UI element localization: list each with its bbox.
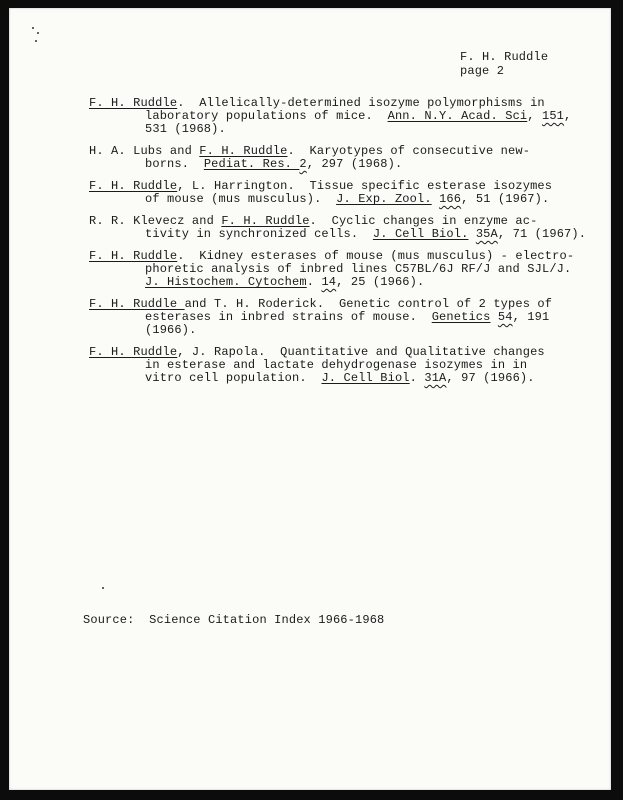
stray-mark [37, 32, 39, 34]
reference-line [117, 276, 589, 289]
reference-text: laboratory populations of mice. [145, 109, 388, 123]
reference-line [117, 193, 589, 206]
volume-number: 35A [475, 227, 498, 241]
reference-text: , J. Rapola. Quantitative and Qualitative changes [177, 345, 545, 359]
reference-line [117, 372, 589, 385]
reference-list [89, 97, 589, 394]
reference-text: esterases in inbred strains of mouse. [145, 310, 432, 324]
underlined-text: F. H. Ruddle [89, 179, 178, 193]
reference-line [117, 324, 589, 337]
reference-text: R. R. Klevecz and [89, 214, 222, 228]
reference-text: , 71 (1967). [497, 227, 587, 241]
reference-text: , 191 [512, 310, 550, 324]
volume-number: 166 [439, 192, 462, 206]
reference-text: , [527, 109, 542, 123]
volume-number: 31A [424, 371, 447, 385]
underlined-text: J. Exp. Zool. [336, 192, 432, 206]
reference-text: tivity in synchronized cells. [145, 227, 373, 241]
stray-mark [32, 27, 34, 29]
reference-text: , 25 (1966). [336, 275, 425, 289]
reference-text: . [306, 275, 322, 289]
stray-mark [102, 587, 104, 589]
underlined-text: J. Cell Biol. [372, 227, 469, 241]
document-page [9, 8, 611, 790]
reference-text: and T. H. Roderick. Genetic control of 2 types of [184, 297, 553, 311]
underlined-text: Ann. N.Y. Acad. Sci [387, 109, 528, 123]
reference-text: in esterase and lactate dehydrogenase isozymes in in [145, 358, 528, 372]
reference-text: . Allelically-determined isozyme polymorphisms in [177, 96, 545, 110]
reference-text: borns. [145, 157, 204, 171]
stray-mark [35, 40, 37, 42]
underlined-text: Genetics [431, 310, 491, 324]
reference-text: . Karyotypes of consecutive new- [287, 144, 531, 158]
reference-text: , L. Harrington. Tissue specific esterase isozymes [177, 179, 553, 193]
underlined-text: F. H. Ruddle [89, 297, 185, 311]
volume-number: 2 [299, 157, 307, 171]
reference-text: , [564, 109, 572, 123]
reference-text: of mouse (mus musculus). [145, 192, 337, 206]
reference-line [117, 123, 589, 136]
page-header [460, 51, 610, 79]
underlined-text: J. Cell Biol [321, 371, 410, 385]
reference-text: . [409, 371, 425, 385]
reference-line [117, 158, 589, 171]
underlined-text: F. H. Ruddle [221, 214, 310, 228]
reference-text: vitro cell population. [145, 371, 322, 385]
reference-text [432, 192, 439, 206]
source-note [83, 614, 384, 627]
reference-text: 531 (1968). [145, 122, 226, 136]
reference-entry [89, 346, 589, 385]
volume-number: 14 [321, 275, 337, 289]
underlined-text: F. H. Ruddle [199, 144, 288, 158]
header-page-number: page 2 [460, 64, 505, 78]
reference-text: H. A. Lubs and [89, 144, 200, 158]
reference-text: . Cyclic changes in enzyme ac- [309, 214, 538, 228]
reference-entry [89, 145, 589, 171]
reference-text [491, 310, 498, 324]
reference-entry [89, 97, 589, 136]
reference-entry [89, 298, 589, 337]
source-label: Source: [83, 613, 135, 627]
underlined-text: J. Histochem. Cytochem [145, 275, 307, 289]
underlined-text: Pediat. Res. [203, 157, 300, 171]
volume-number: 151 [541, 109, 565, 123]
reference-entry [89, 250, 589, 289]
volume-number: 54 [497, 310, 513, 324]
reference-text: . Kidney esterases of mouse (mus musculus) - electro- [177, 249, 575, 263]
reference-entry [89, 215, 589, 241]
underlined-text: F. H. Ruddle [89, 249, 178, 263]
reference-text: phoretic analysis of inbred lines C57BL/6J RF/J and SJL/J. [145, 262, 572, 276]
reference-text: , 297 (1968). [306, 157, 403, 171]
source-text: Science Citation Index 1966-1968 [149, 613, 385, 627]
header-author: F. H. Ruddle [460, 50, 549, 64]
reference-entry [89, 180, 589, 206]
reference-line [117, 228, 589, 241]
reference-text: (1966). [145, 323, 197, 337]
underlined-text: F. H. Ruddle [89, 96, 178, 110]
underlined-text: F. H. Ruddle [89, 345, 178, 359]
reference-text: , 97 (1966). [446, 371, 535, 385]
reference-text: , 51 (1967). [461, 192, 550, 206]
reference-text [468, 227, 475, 241]
